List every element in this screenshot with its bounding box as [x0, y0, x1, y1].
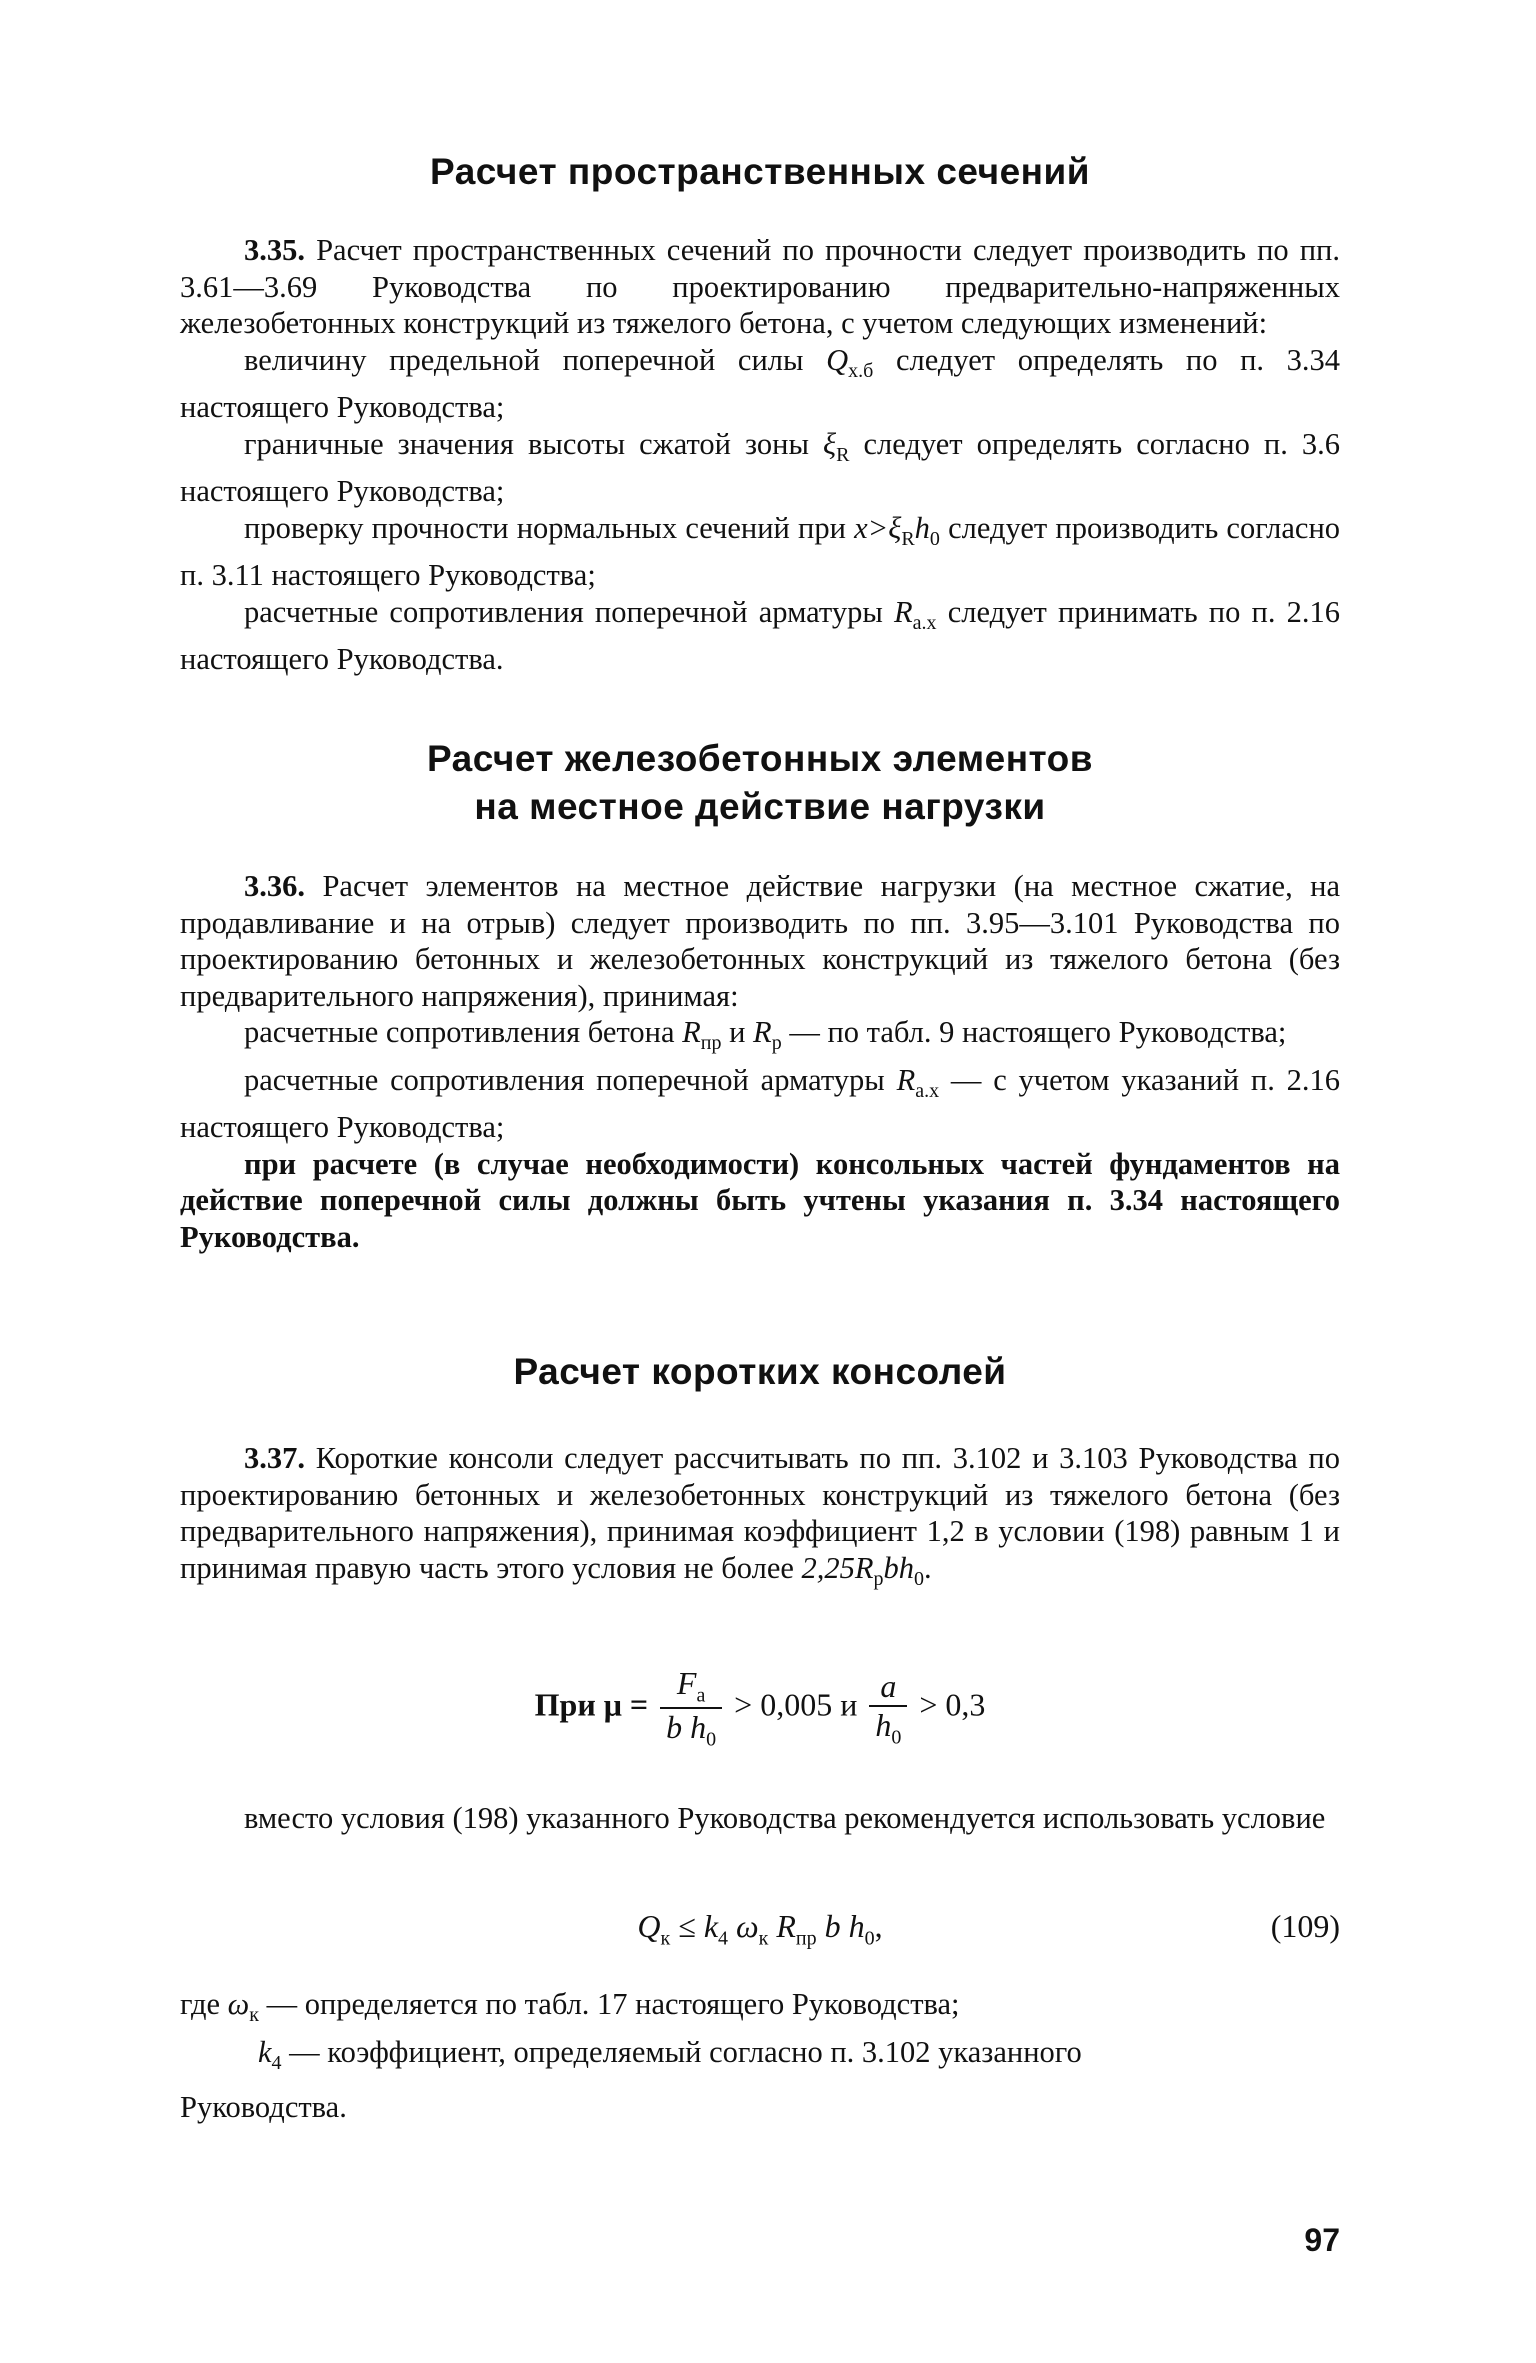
- list-item: величину предельной поперечной силы $Q_{х.б}$ следует определять по п. 3.34 настоящего Руководства;: [180, 342, 1341, 425]
- where-clause: [180, 1986, 1340, 2126]
- section-title-line: Расчет железобетонных элементов: [426, 738, 1094, 779]
- paragraph-3-37: 3.37. Короткие консоли следует рассчитывать по пп. 3.102 и 3.103 Руководства по проектированию бетонных и железобетонных конструкций из тяжелого бетона (без предварительного напряжения), принимая коэффициент 1,2 в условии (198) равным 1 и принимая правую часть этого условия не более $2,25R_рbh_0$.: [180, 1441, 1341, 1590]
- paragraph-instead: вместо условия (198) указанного Руководства рекомендуется использовать условие: [244, 1801, 1326, 1835]
- section-title-line: на местное действие нагрузки: [474, 786, 1046, 827]
- formula-mu-condition: При μ = $\frac{F_а}{b h_0}$ > 0,005 и $\frac{a}{h_0}$ > 0,3: [534, 1665, 986, 1751]
- where-line: Руководства.: [180, 2090, 347, 2125]
- where-line: $k_4$ — коэффициент, определяемый согласно п. 3.102 указанного: [258, 2034, 1082, 2074]
- page-number: 97: [1304, 2222, 1340, 2258]
- list-item: расчетные сопротивления поперечной арматуры $R_{а.х}$ — с учетом указаний п. 2.16 настоящего Руководства;: [180, 1062, 1341, 1145]
- section-title-local: [180, 735, 1340, 831]
- fraction: $\frac{F_а}{b h_0}$: [660, 1665, 722, 1752]
- list-item: граничные значения высоты сжатой зоны $\xi_R$ следует определять согласно п. 3.6 настоящего Руководства;: [180, 426, 1341, 509]
- where-line: где $\omega_к$ — определяется по табл. 17 настоящего Руководства;: [180, 1987, 960, 2027]
- section-title-spatial: Расчет пространственных сечений: [430, 151, 1090, 192]
- section-local-body: [180, 868, 1340, 1255]
- equation-number: (109): [1270, 1908, 1340, 1944]
- document-page: [180, 0, 1340, 2363]
- fraction: $\frac{a}{h_0}$: [869, 1668, 907, 1749]
- section-title-consoles: Расчет коротких консолей: [513, 1351, 1007, 1392]
- list-item: проверку прочности нормальных сечений при $x>\xi_Rh_0$ следует производить согласно п. 3.11 настоящего Руководства;: [180, 510, 1341, 593]
- list-item: расчетные сопротивления бетона $R_{пр}$ и $R_р$ — по табл. 9 настоящего Руководства;: [244, 1015, 1287, 1055]
- list-item: расчетные сопротивления поперечной арматуры $R_{а.х}$ следует принимать по п. 2.16 настоящего Руководства.: [180, 594, 1341, 677]
- section-spatial-body: [180, 232, 1340, 678]
- formula-109: $Q_к \le k_4$ $\omega_к$ $R_{пр}$ b $h_0$, (109): [637, 1908, 1340, 1950]
- list-item: при расчете (в случае необходимости) консольных частей фундаментов на действие поперечной силы должны быть учтены указания п. 3.34 настоящего Руководства.: [180, 1146, 1340, 1254]
- section-consoles-body: [180, 1440, 1340, 1597]
- paragraph-3-35: 3.35. Расчет пространственных сечений по прочности следует производить по пп. 3.61—3.69 Руководства по проектированию предварительно-напряженных железобетонных конструкций из тяжелого бетона, с учетом следующих изменений:: [180, 233, 1341, 340]
- paragraph-3-36: 3.36. Расчет элементов на местное действие нагрузки (на местное сжатие, на продавливание и на отрыв) следует производить по пп. 3.95—3.101 Руководства по проектированию бетонных и железобетонных конструкций из тяжелого бетона (без предварительного напряжения), принимая:: [180, 869, 1340, 1013]
